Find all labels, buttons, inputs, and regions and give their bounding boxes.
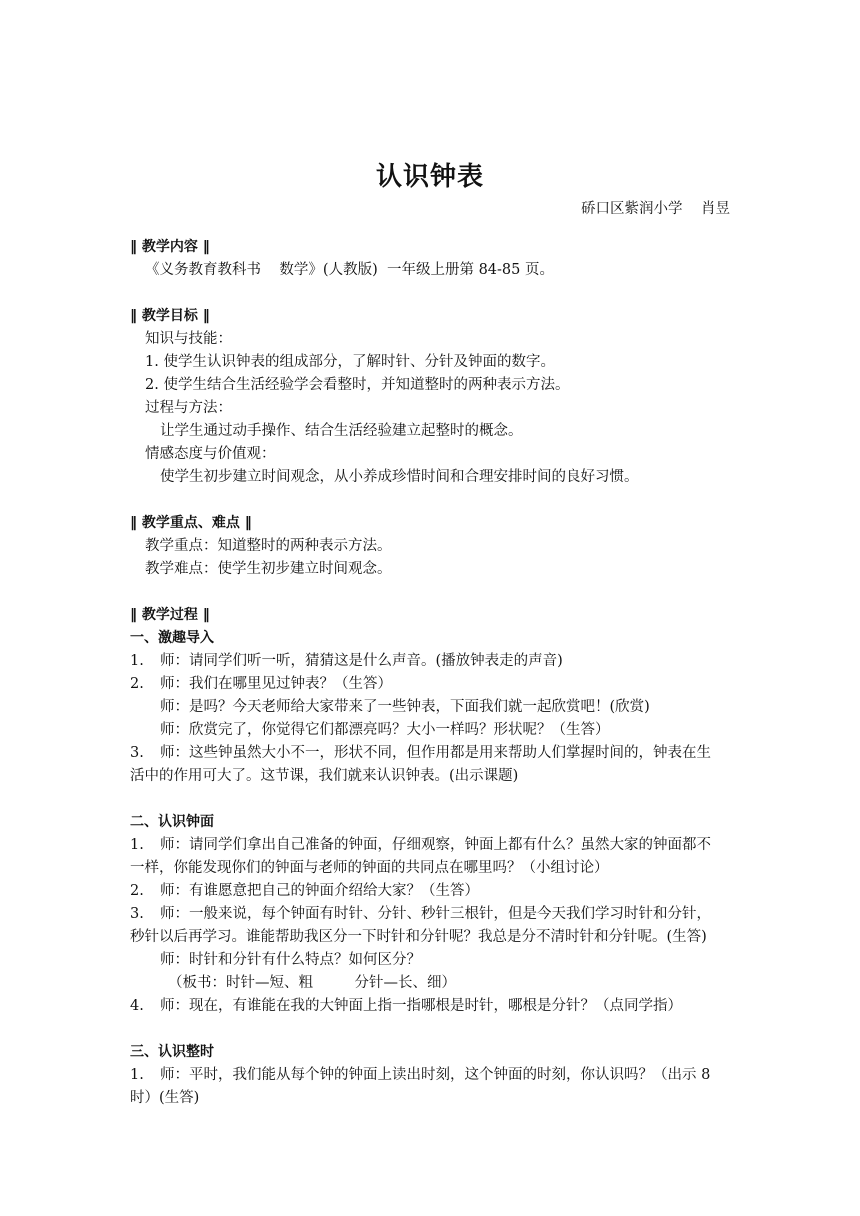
difficulty-point: 教学难点：使学生初步建立时间观念。 [145, 561, 392, 577]
part1-heading: 一、激趣导入 [130, 630, 214, 646]
knowledge-item-1: 1. 使学生认识钟表的组成部分，了解时针、分针及钟面的数字。 [145, 354, 555, 370]
document-title: 认识钟表 [375, 162, 484, 192]
part1-item-1 [130, 650, 732, 673]
knowledge-label: 知识与技能： [145, 331, 232, 347]
spacer [130, 788, 732, 811]
item-number: 3. [130, 745, 144, 761]
part2-item-4 [130, 995, 732, 1018]
section-heading-process: ‖ 教学过程 ‖ [130, 607, 210, 623]
item-number: 4. [130, 998, 144, 1014]
part2-item-2 [130, 880, 732, 903]
item-number: 2. [130, 883, 144, 899]
part1-item-2 [130, 673, 732, 696]
key-point: 教学重点：知道整时的两种表示方法。 [145, 538, 392, 554]
part2-item-3-cont: 秒针以后再学习。谁能帮助我区分一下时针和分针呢？我总是分不清时针和分针呢。(生答) [130, 929, 707, 945]
part3-heading: 三、认识整时 [130, 1044, 214, 1060]
spacer [130, 489, 732, 512]
section-heading-goals: ‖ 教学目标 ‖ [130, 308, 210, 324]
spacer [130, 282, 732, 305]
part3-item-1 [130, 1064, 732, 1087]
item-text: 师：这些钟虽然大小不一，形状不同，但作用都是用来帮助人们掌握时间的，钟表在生 [160, 745, 711, 761]
part1-item-3-cont: 活中的作用可大了。这节课，我们就来认识钟表。(出示课题) [130, 768, 519, 784]
section-heading-content: ‖ 教学内容 ‖ [130, 239, 210, 255]
spacer [130, 581, 732, 604]
part1-item-2b: 师：欣赏完了，你觉得它们都漂亮吗？大小一样吗？形状呢？（生答） [160, 722, 610, 738]
attitude-item-1: 使学生初步建立时间观念，从小养成珍惜时间和合理安排时间的良好习惯。 [160, 469, 639, 485]
item-text: 师：我们在哪里见过钟表？（生答） [160, 676, 392, 692]
spacer [130, 1018, 732, 1041]
item-number: 1. [130, 1067, 144, 1083]
part2-item-1-cont: 一样，你能发现你们的钟面与老师的钟面的共同点在哪里吗？（小组讨论） [130, 860, 609, 876]
part2-heading: 二、认识钟面 [130, 814, 214, 830]
section-heading-keypoints: ‖ 教学重点、难点 ‖ [130, 515, 252, 531]
item-text: 师：一般来说，每个钟面有时针、分针、秒针三根针，但是今天我们学习时针和分针， [160, 906, 711, 922]
item-text: 师：请同学们听一听，猜猜这是什么声音。(播放钟表走的声音) [160, 653, 563, 669]
item-number: 3. [130, 906, 144, 922]
item-number: 1. [130, 837, 144, 853]
item-number: 2. [130, 676, 144, 692]
part2-item-3 [130, 903, 732, 926]
attitude-label: 情感态度与价值观： [145, 446, 276, 462]
document-body [130, 236, 732, 1110]
part1-item-3 [130, 742, 732, 765]
process-label: 过程与方法： [145, 400, 232, 416]
content-text: 《义务教育教科书 数学》(人教版) 一年级上册第 84-85 页。 [145, 262, 554, 278]
part1-item-2a: 师：是吗？今天老师给大家带来了一些钟表，下面我们就一起欣赏吧！(欣赏) [160, 699, 650, 715]
item-number: 1. [130, 653, 144, 669]
part2-blackboard-note: （板书：时针—短、粗 分针—长、细） [168, 975, 456, 991]
author-line: 硚口区紫润小学 肖昱 [581, 201, 730, 217]
item-text: 师：现在，有谁能在我的大钟面上指一指哪根是时针，哪根是分针？（点同学指） [160, 998, 682, 1014]
part2-item-3c: 师：时针和分针有什么特点？如何区分？ [160, 952, 421, 968]
item-text: 师：有谁愿意把自己的钟面介绍给大家？（生答） [160, 883, 479, 899]
knowledge-item-2: 2. 使学生结合生活经验学会看整时，并知道整时的两种表示方法。 [145, 377, 570, 393]
process-item-1: 让学生通过动手操作、结合生活经验建立起整时的概念。 [160, 423, 523, 439]
part2-item-1 [130, 834, 732, 857]
item-text: 师：平时，我们能从每个钟的钟面上读出时刻，这个钟面的时刻，你认识吗？（出示 8 [160, 1067, 711, 1083]
item-text: 师：请同学们拿出自己准备的钟面，仔细观察，钟面上都有什么？虽然大家的钟面都不 [160, 837, 711, 853]
part3-item-1-cont: 时）(生答) [130, 1090, 200, 1106]
